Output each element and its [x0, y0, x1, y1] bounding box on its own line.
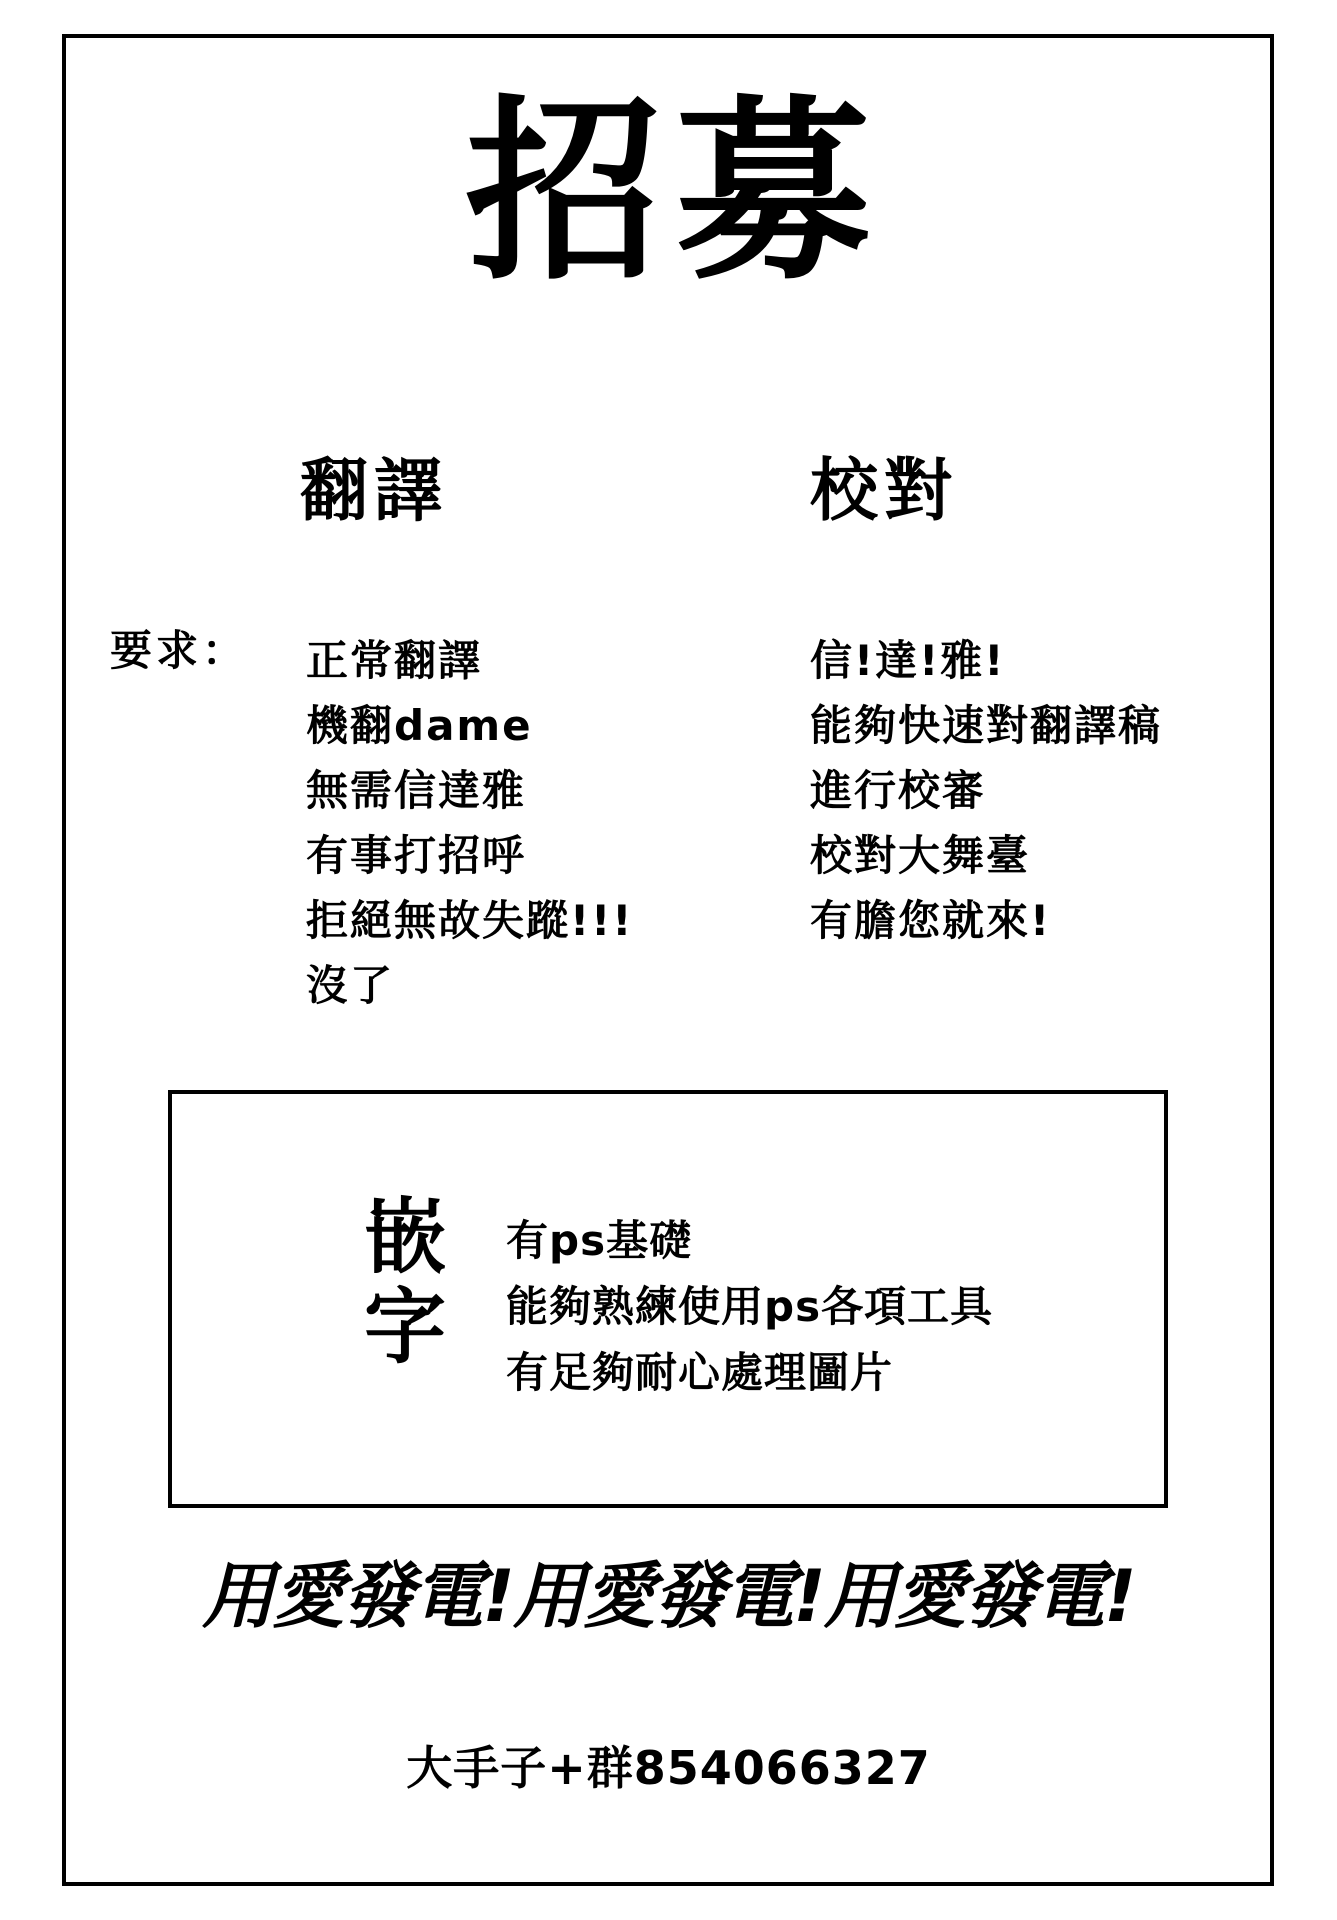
- list-item: 無需信達雅: [306, 766, 527, 815]
- list-item: 沒了: [306, 961, 395, 1010]
- column-heading-proofreading: 校對: [810, 452, 959, 531]
- typesetting-heading: 嵌字: [363, 1190, 446, 1375]
- list-item: 信!達!雅!: [810, 636, 1006, 685]
- list-item: 有膽您就來!: [810, 896, 1052, 945]
- list-item: 能夠快速對翻譯稿: [810, 701, 1163, 750]
- list-item: 進行校審: [810, 766, 987, 815]
- list-item: 拒絕無故失蹤!!!: [306, 896, 634, 945]
- list-item: 有事打招呼: [306, 831, 527, 880]
- list-item: 校對大舞臺: [810, 831, 1031, 880]
- proofreading-requirements-list: [810, 628, 1162, 953]
- translation-requirements-list: [306, 628, 633, 1018]
- list-item: 能夠熟練使用ps各項工具: [506, 1282, 994, 1331]
- contact-info: 大手子+群854066327: [406, 1741, 931, 1795]
- page-title: 招募: [465, 79, 886, 307]
- typesetting-requirements-list: [506, 1208, 993, 1406]
- slogan-text: 用愛發電!用愛發電!用愛發電!: [202, 1554, 1135, 1638]
- list-item: 機翻dame: [306, 701, 533, 750]
- column-heading-translation: 翻譯: [300, 452, 449, 531]
- list-item: 有ps基礎: [506, 1216, 693, 1265]
- list-item: 正常翻譯: [306, 636, 483, 685]
- list-item: 有足夠耐心處理圖片: [506, 1348, 894, 1397]
- requirements-label: 要求：: [110, 626, 249, 675]
